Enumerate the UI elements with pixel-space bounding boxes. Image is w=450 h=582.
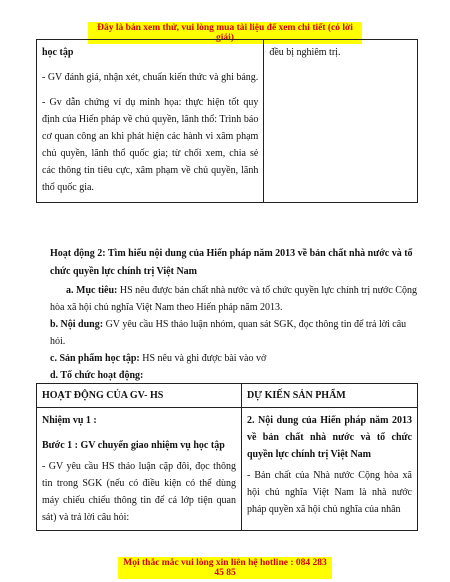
step-label: Bước 1 : GV chuyển giao nhiệm vụ học tập (42, 440, 225, 451)
activity-title: Hoạt động 2: Tìm hiểu nội dung của Hiến pháp năm 2013 về bản chất nhà nước và tổ chức quyền lực chính trị Việt Nam (50, 248, 413, 277)
product-label: c. Sản phẩm học tập: (50, 353, 140, 364)
activity-product (50, 350, 418, 367)
cell-paragraph: - GV đánh giá, nhận xét, chuẩn kiến thức và ghi bảng. (42, 72, 259, 83)
content-text: GV yêu cầu HS thảo luận nhóm, quan sát SGK, đọc thông tin để trả lời câu hỏi. (50, 319, 407, 347)
continued-activity-table (36, 39, 418, 203)
product-text: HS nêu và ghi được bài vào vở (139, 353, 267, 364)
cell-heading: học tập (42, 47, 74, 58)
activity-content (50, 316, 418, 350)
activity-goal (50, 282, 418, 316)
product-heading: 2. Nội dung của Hiến pháp năm 2013 về bản chất nhà nước và tổ chức quyền lực chính trị Việt Nam (246, 415, 412, 460)
product-text: - Bản chất của Nhà nước Cộng hòa xã hội chủ nghĩa Việt Nam là nhà nước pháp quyền xã hội chủ nghĩa của nhân (246, 470, 412, 515)
table-header-row (37, 384, 418, 408)
goal-text: HS nêu được bản chất nhà nước và tổ chức quyền lực chính trị nước Cộng hòa xã hội chủ nghĩa Việt Nam theo Hiến pháp năm 2013. (50, 285, 417, 313)
goal-label: a. Mục tiêu: (66, 285, 118, 296)
activity-organization-label: d. Tổ chức hoạt động: (50, 370, 144, 381)
teacher-activity-cell (37, 40, 264, 203)
preview-notice-banner: Đây là bản xem thử, vui lòng mua tài liệu để xem chi tiết (có lời giải) (88, 22, 362, 44)
task-label: Nhiệm vụ 1 : (42, 415, 97, 426)
teacher-activity-cell (37, 408, 242, 531)
expected-product-cell (264, 40, 418, 203)
content-label: b. Nội dung: (50, 319, 104, 330)
expected-product-cell (241, 408, 417, 531)
step-text: - GV yêu cầu HS thảo luận cặp đôi, đọc thông tin trong SGK (nếu có điều kiện có thể dùng máy chiếu chiếu thông tin để cả lớp tiện quan sát) và trả lời câu hỏi: (42, 461, 236, 523)
cell-paragraph: - Gv dẫn chứng ví dụ minh họa: thực hiện tốt quy định của Hiến pháp về chủ quyền, lãnh thổ: Trình báo cơ quan công an khi phát hiện các hành vi xâm phạm chủ quyền, lãnh thổ quốc gia; từ chối xem, chia sẻ các thông tin tiêu cực, xâm phạm về chủ quyền, lãnh thổ quốc gia. (42, 97, 259, 193)
activity-table (36, 383, 418, 531)
column-header: DỰ KIẾN SẢN PHẨM (241, 384, 417, 408)
table-row (37, 40, 418, 203)
cell-paragraph: đều bị nghiêm trị. (269, 47, 341, 58)
column-header: HOẠT ĐỘNG CỦA GV- HS (37, 384, 242, 408)
table-row (37, 408, 418, 531)
hotline-banner: Mọi thắc mắc vui lòng xin liên hệ hotline : 084 283 45 85 (118, 557, 332, 579)
